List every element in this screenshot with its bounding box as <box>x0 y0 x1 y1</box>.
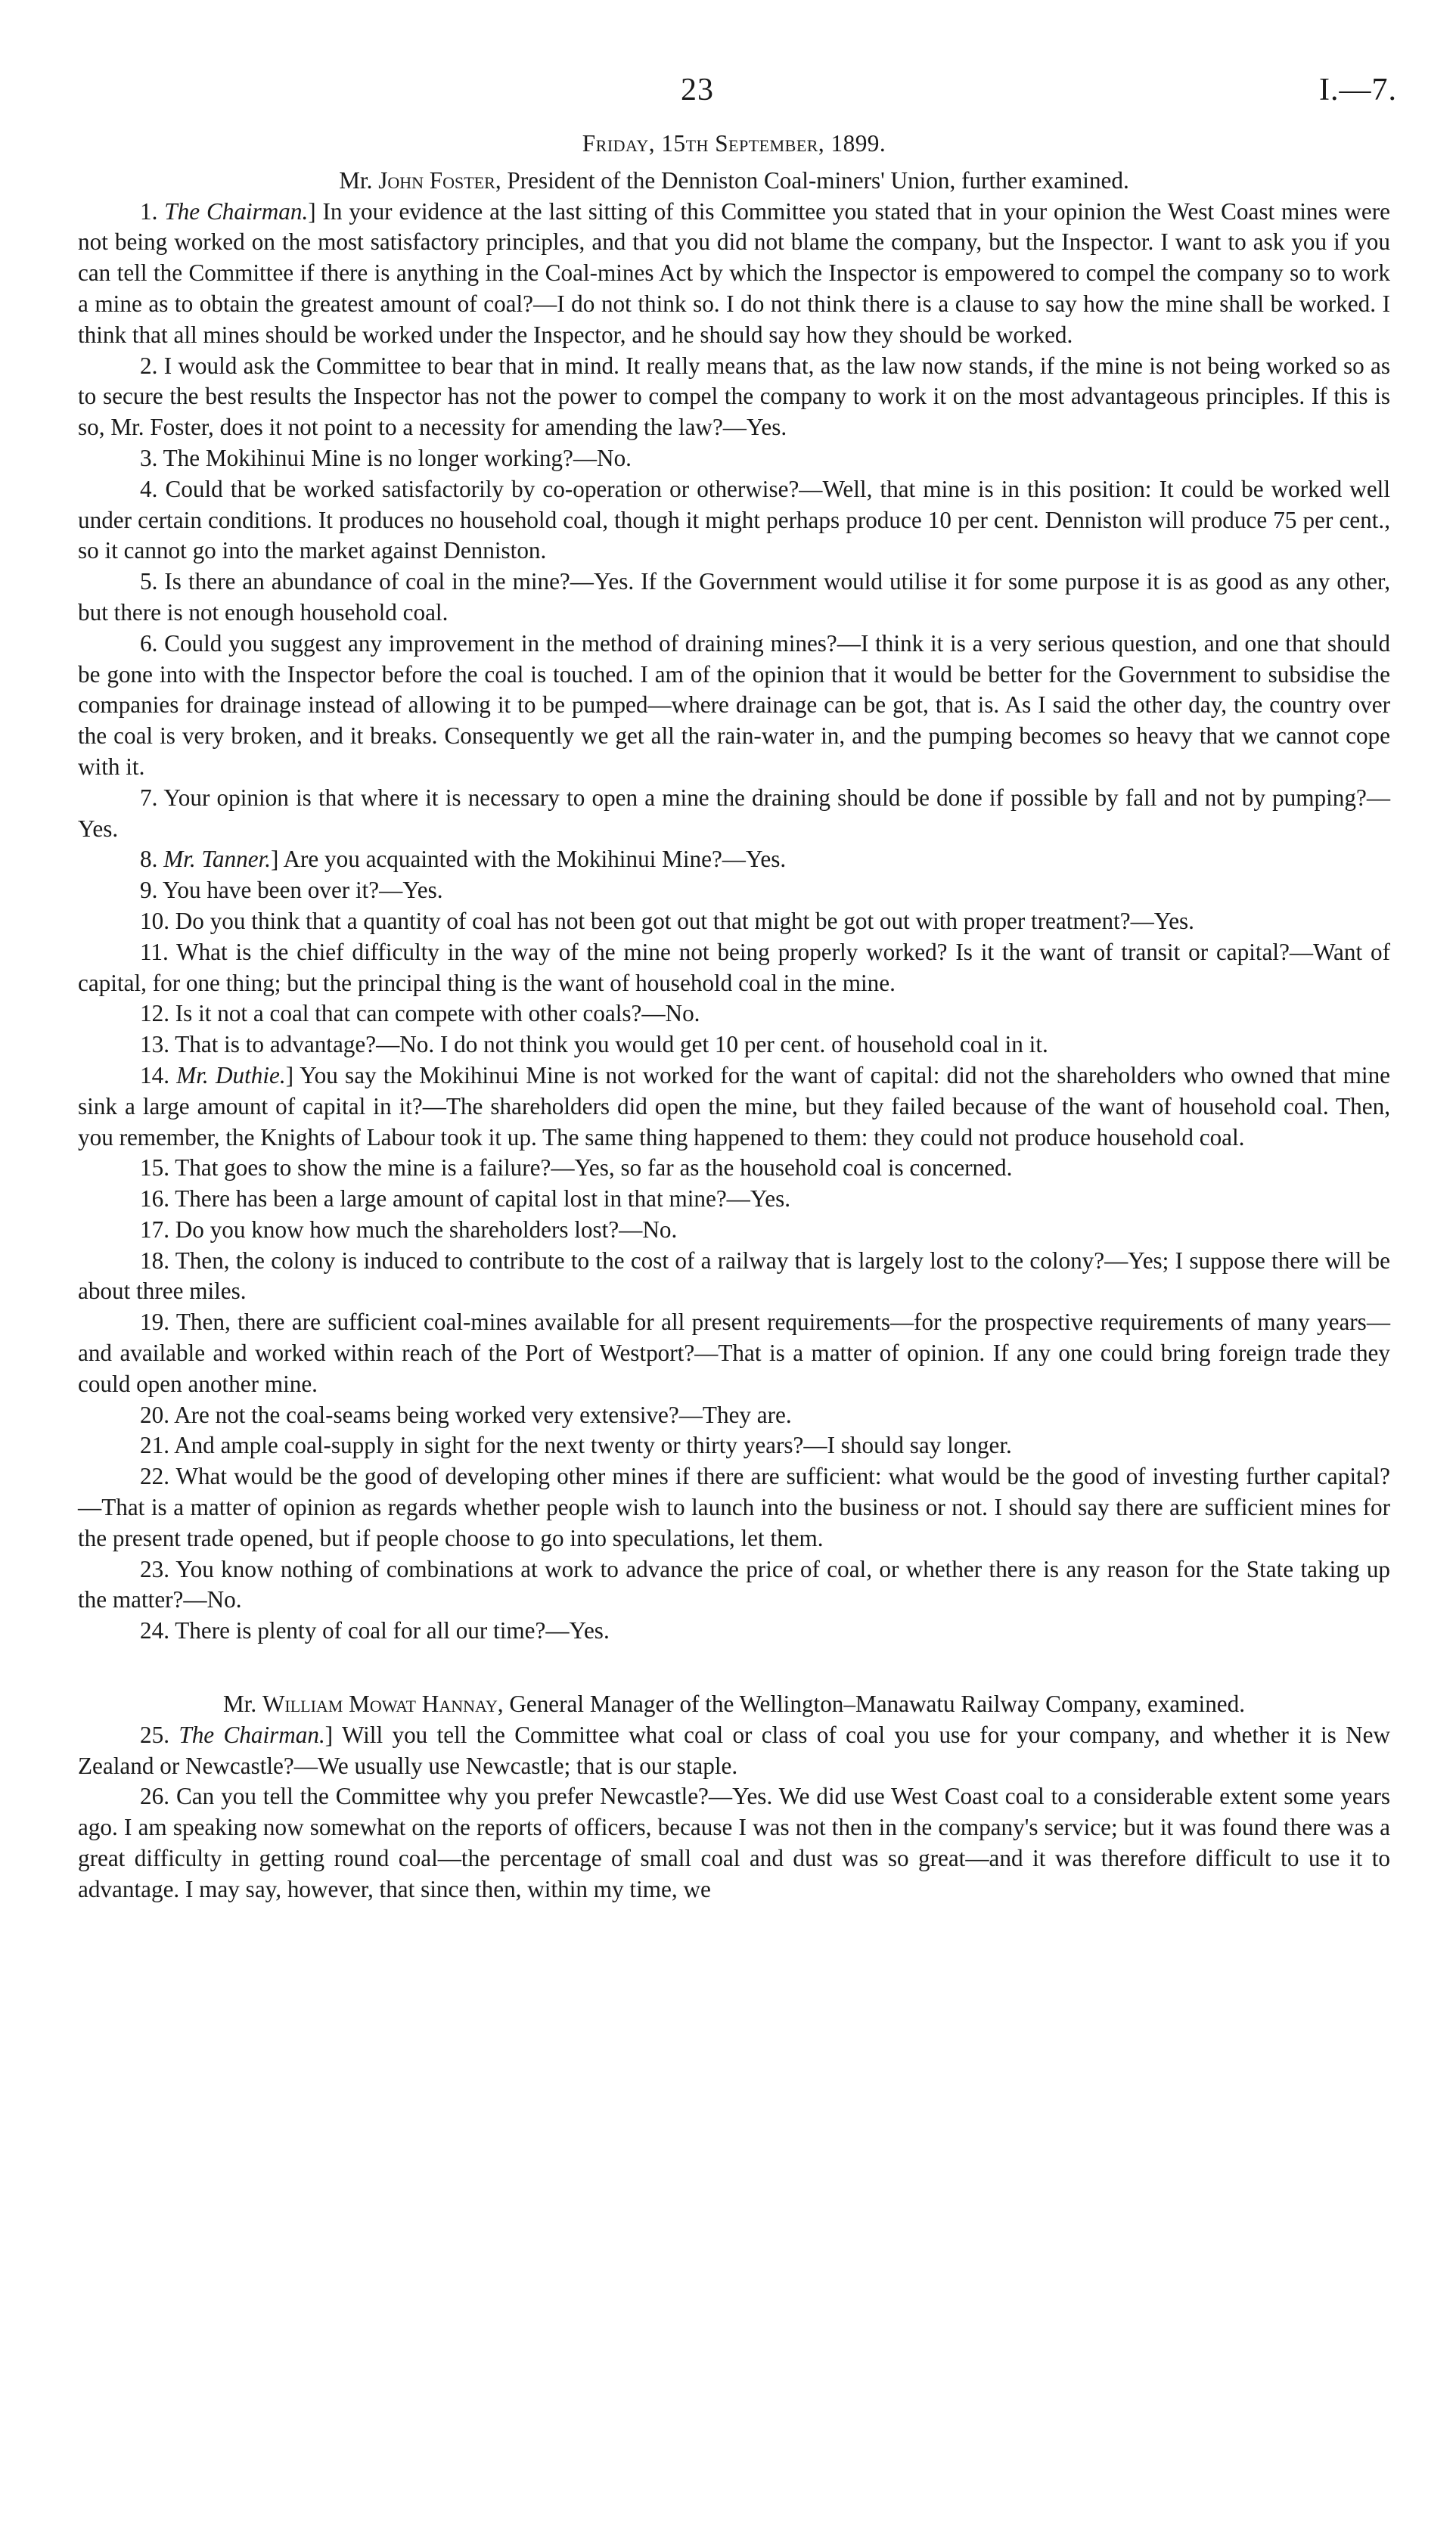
witness-name: John Foster <box>378 166 495 194</box>
question-paragraph <box>78 937 1390 999</box>
question-text: That goes to show the mine is a failure?—Yes, so far as the household coal is concerned. <box>175 1154 1013 1182</box>
question-text: Could that be worked satisfactorily by co-operation or otherwise?—Well, that mine is in this position: It could be worked well under certain conditions. It produces no household coal, though it might perhaps produce 10 per cent. Denniston will produce 75 per cent., so it cannot go into the market against Denniston. <box>78 475 1390 564</box>
speaker-name: Mr. Tanner. <box>163 846 272 873</box>
question-number: 5. <box>140 568 165 595</box>
question-text: You have been over it?—Yes. <box>163 877 443 904</box>
question-number: 25. <box>140 1721 179 1748</box>
question-paragraph <box>78 1153 1390 1184</box>
question-paragraph <box>78 197 1390 351</box>
question-text: ] You say the Mokihinui Mine is not worked for the want of capital: did not the shareholders who owned that mine sink a large amount of capital in it?—The shareholders did open the mine, but they failed because of the want of household coal. Then, you remember, the Knights of Labour took it up. The same thing happened to them: they could not produce household coal. <box>78 1061 1391 1150</box>
speaker-name: The Chairman. <box>179 1721 325 1748</box>
question-paragraph <box>78 1215 1390 1246</box>
question-number: 23. <box>140 1555 176 1582</box>
question-text: The Mokihinui Mine is no longer working?—No. <box>163 444 632 471</box>
question-text: What is the chief difficulty in the way of the mine not being properly worked? Is it the want of transit or capital?—Want of capital, for one thing; but the principal thing is the want of household coal in the mine. <box>78 938 1391 996</box>
witness-description: , General Manager of the Wellington–Manawatu Railway Company, examined. <box>497 1691 1246 1718</box>
question-paragraph <box>78 1720 1390 1782</box>
question-text: I would ask the Committee to bear that in mind. It really means that, as the law now stands, if the mine is not being worked so as to secure the best results the Inspector has not the power to compel the company to work it on the most advantageous principles. If this is so, Mr. Foster, does it not point to a necessity for amending the law?—Yes. <box>78 352 1391 441</box>
speaker-name: The Chairman. <box>164 197 309 225</box>
question-number: 7. <box>140 784 164 811</box>
question-number: 20. <box>140 1401 175 1428</box>
question-paragraph <box>78 875 1390 906</box>
question-list <box>78 1720 1390 1905</box>
witness-intro <box>78 166 1390 197</box>
question-text: Are not the coal-seams being worked very extensive?—They are. <box>174 1401 792 1428</box>
question-text: Then, the colony is induced to contribute to the cost of a railway that is largely lost to the colony?—Yes; I suppose there will be about three miles. <box>78 1247 1390 1305</box>
witness-title: Mr. <box>222 1691 257 1718</box>
section-hannay <box>78 1689 1390 1905</box>
question-number: 4. <box>140 475 166 502</box>
question-number: 10. <box>140 907 175 934</box>
question-text: There is plenty of coal for all our time?—Yes. <box>175 1617 610 1644</box>
question-text: Do you think that a quantity of coal has not been got out that might be got out with proper treatment?—Yes. <box>175 907 1194 934</box>
question-text: There has been a large amount of capital lost in that mine?—Yes. <box>175 1185 791 1213</box>
question-text: ] In your evidence at the last sitting of this Committee you stated that in your opinion the West Coast mines were not being worked on the most satisfactory principles, and that you did not blame the company, but the Inspector. I want to ask you if you can tell the Committee if there is anything in the Coal-mines Act by which the Inspector is empowered to compel the company so to work a mine as to obtain the greatest amount of coal?—I do not think so. I do not think there is a clause to say how the mine shall be worked. I think that all mines should be worked under the Inspector, and he should say how they should be worked. <box>78 197 1390 348</box>
witness-description: , President of the Denniston Coal-miners' Union, further examined. <box>495 166 1129 194</box>
section-foster <box>78 129 1390 1647</box>
question-text: And ample coal-supply in sight for the next twenty or thirty years?—I should say longer. <box>174 1432 1012 1459</box>
question-text: Then, there are sufficient coal-mines available for all present requirements—for the prospective requirements of many years—and available and worked within reach of the Port of Westport?—That is a matter of opinion. If any one could bring foreign trade they could open another mine. <box>78 1309 1391 1397</box>
question-number: 16. <box>140 1185 175 1213</box>
question-paragraph <box>78 998 1390 1029</box>
question-paragraph <box>78 1246 1390 1308</box>
question-paragraph <box>78 629 1390 783</box>
question-text: Your opinion is that where it is necessary to open a mine the draining should be done if possible by fall and not by pumping?—Yes. <box>78 784 1391 842</box>
question-paragraph <box>78 783 1390 845</box>
question-number: 17. <box>140 1216 175 1243</box>
question-number: 8. <box>140 846 164 873</box>
question-number: 11. <box>140 938 177 965</box>
document-body <box>78 129 1390 1905</box>
question-number: 18. <box>140 1247 175 1274</box>
question-text: Could you suggest any improvement in the method of draining mines?—I think it is a very serious question, and one that should be gone into with the Inspector before the coal is touched. I am of the opinion that it would be better for the Government to subsidise the companies for drainage instead of allowing it to be pumped—where drainage can be got, that is. As I said the other day, the country over the coal is very broken, and it breaks. Consequently we get all the rain-water in, and the pumping becomes so heavy that we cannot cope with it. <box>78 629 1390 780</box>
question-paragraph <box>78 474 1390 567</box>
question-text: You know nothing of combinations at work to advance the price of coal, or whether there is any reason for the State taking up the matter?—No. <box>78 1555 1391 1613</box>
session-date: Friday, 15th September, 1899. <box>582 130 886 157</box>
question-paragraph <box>78 1307 1390 1399</box>
question-number: 14. <box>140 1061 177 1088</box>
question-number: 6. <box>140 629 165 657</box>
question-text: ] Will you tell the Committee what coal or class of coal you use for your company, and whether it is New Zealand or Newcastle?—We usually use Newcastle; that is our staple. <box>78 1721 1390 1779</box>
question-paragraph <box>78 567 1390 629</box>
question-number: 13. <box>140 1031 175 1058</box>
question-paragraph <box>78 1554 1390 1616</box>
question-paragraph <box>78 1781 1390 1905</box>
question-paragraph <box>78 1430 1390 1461</box>
question-number: 22. <box>140 1463 176 1490</box>
question-number: 2. <box>140 352 164 379</box>
witness-intro <box>78 1689 1390 1720</box>
question-text: Can you tell the Committee why you prefer Newcastle?—Yes. We did use West Coast coal to a considerable extent some years ago. I am speaking now somewhat on the reports of officers, because I was not then in the company's service; but it was found there was a great difficulty in getting round coal—the percentage of small coal and dust was so great—and it was therefore difficult to use it to advantage. I may say, however, that since then, within my time, we <box>78 1783 1390 1902</box>
question-number: 24. <box>140 1617 175 1644</box>
question-text: That is to advantage?—No. I do not think you would get 10 per cent. of household coal in it. <box>175 1031 1048 1058</box>
question-paragraph <box>78 1184 1390 1215</box>
question-paragraph <box>78 1400 1390 1431</box>
witness-title: Mr. <box>339 166 373 194</box>
question-paragraph <box>78 1060 1390 1153</box>
question-paragraph <box>78 351 1390 443</box>
question-text: Is it not a coal that can compete with other coals?—No. <box>175 1000 700 1027</box>
witness-name: William Mowat Hannay <box>262 1691 498 1718</box>
question-number: 1. <box>140 197 165 225</box>
question-paragraph <box>78 1461 1390 1554</box>
question-text: Is there an abundance of coal in the mine?—Yes. If the Government would utilise it for some purpose it is as good as any other, but there is not enough household coal. <box>78 568 1390 626</box>
question-number: 15. <box>140 1154 175 1182</box>
question-paragraph <box>78 844 1390 875</box>
question-text: Do you know how much the shareholders lost?—No. <box>175 1216 678 1243</box>
question-paragraph <box>78 1616 1390 1647</box>
question-paragraph <box>78 1029 1390 1060</box>
question-number: 9. <box>140 877 163 904</box>
question-number: 3. <box>140 444 163 471</box>
question-text: What would be the good of developing other mines if there are sufficient: what would be the good of investing further capital?—That is a matter of opinion as regards whether people wish to launch into the business or not. I should say there are sufficient mines for the present trade opened, but if people choose to go into speculations, let them. <box>78 1463 1390 1551</box>
question-number: 26. <box>140 1783 176 1810</box>
section-gap <box>78 1647 1390 1689</box>
question-number: 12. <box>140 1000 175 1027</box>
question-number: 21. <box>140 1432 175 1459</box>
question-number: 19. <box>140 1309 176 1336</box>
question-text: ] Are you acquainted with the Mokihinui Mine?—Yes. <box>271 846 787 873</box>
question-paragraph <box>78 906 1390 937</box>
document-reference: I.—7. <box>1319 73 1397 107</box>
question-paragraph <box>78 443 1390 474</box>
page-number: 23 <box>681 73 714 107</box>
question-list <box>78 197 1390 1647</box>
speaker-name: Mr. Duthie. <box>176 1061 286 1088</box>
